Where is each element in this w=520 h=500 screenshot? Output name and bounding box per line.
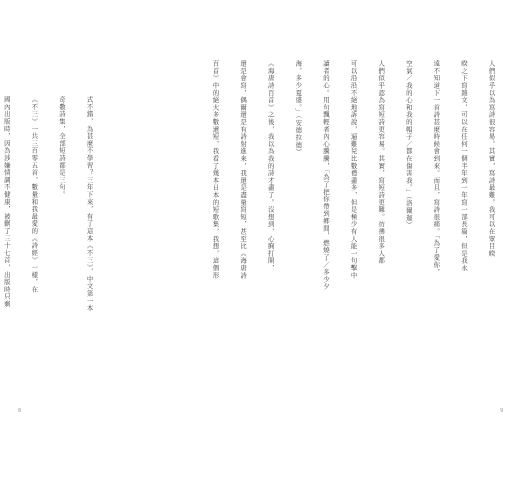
text-line: 讀者的心。用句飄輕者內心騰騰，「為了把你帶到鄉間，燃燒了／多少夕 [321,60,330,291]
text-line: 可以沿沿不絕地訴說，逼難兒比數禮盡多，但是極少有人能一句擊中 [349,60,358,279]
page-number: 8 [18,408,22,414]
text-line: 睽之下寫雜文，可以在任何一個半年到一年寫一部長篇，但是我永 [459,60,468,272]
text-line: 《海唐詩百首》之後，我以為我的詩才盡了。沒想到，心胸打開， [266,60,275,272]
text-line: 國內出版時，因為涉嫌情調不健康，被刪了三十七首，出版時只剩 [2,96,11,308]
text-line: 人們似乎以為寫詩很容易。其實，寫詩最難。我可以在眾目睽 [487,60,496,258]
right-page [211,0,520,500]
text-line: 《不三》一共三百零五首，數量和我最愛的《詩經》一樣，在 [30,96,39,294]
left-page-text [0,96,112,386]
text-line: 遠不知道下一首詩甚麼時候會到來。而且，寫詩很痛。「為了愛你， [432,60,441,276]
text-line: 還是會寫，偶爾還是有詩射進來，我還是盡量寫短，甚至比《海唐詩 [239,60,248,279]
text-line: 式不錯，為甚麼不學習？三年下來，有了這本《不三》，中文第一本 [85,96,94,312]
right-page-text [192,60,514,350]
text-line: 空氣／我的心和我的帽子／都在傷害我。」（洛爾迦） [404,60,413,229]
text-line: 百首》中的絕大多數還短，我看了幾本日本的短歌集，我想，這個形 [211,60,220,279]
page-number: 9 [500,408,504,414]
text-line: 海，多少夏盛。」（安德拉德） [294,60,303,156]
text-line: 人們似乎認為寫短詩更容易。其實，寫短詩更難。彷彿很多人都 [377,60,386,265]
text-line: 奇數詩集，全部短詩都是三句。 [57,96,66,199]
